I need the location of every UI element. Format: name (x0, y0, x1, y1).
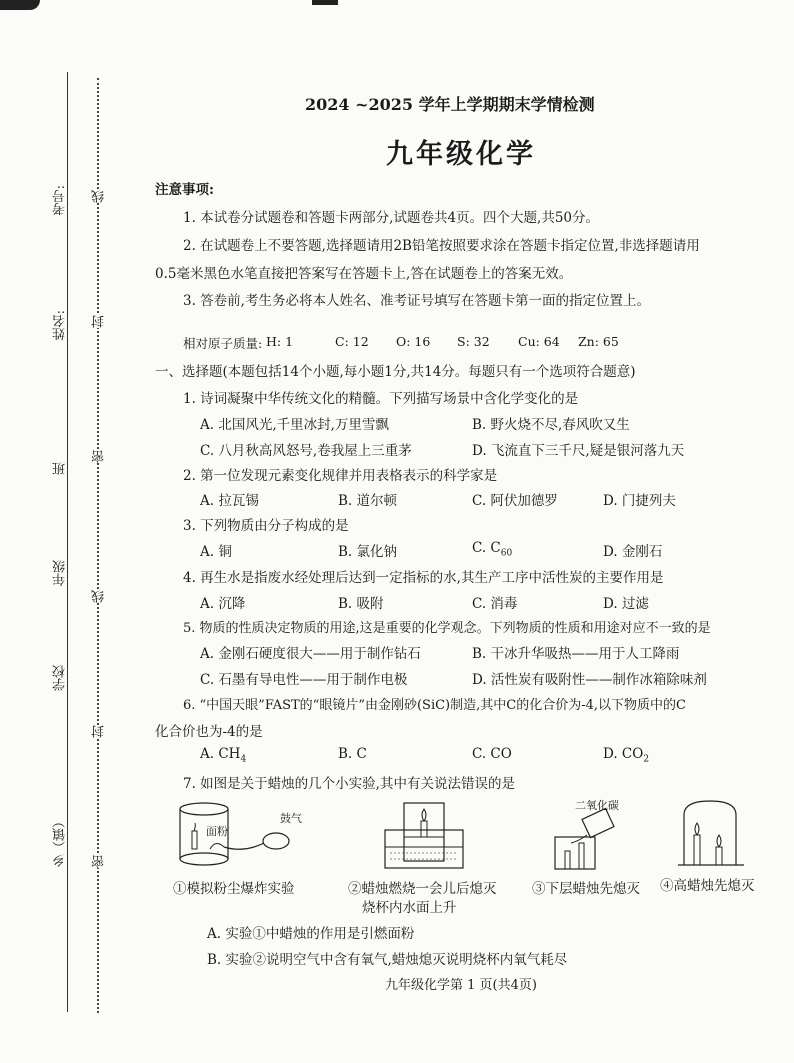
scan-artifact (0, 0, 40, 10)
option-a[interactable]: A. 拉瓦锡 (200, 493, 259, 509)
question-stem: 1. 诗词凝聚中华传统文化的精髓。下列描写场景中含化学变化的是 (183, 391, 579, 407)
option-b[interactable]: B. 吸附 (338, 596, 384, 612)
notice-item: 3. 答卷前,考生务必将本人姓名、准考证号填写在答题卡第一面的指定位置上。 (183, 293, 650, 309)
seal-mark: 线 (92, 590, 107, 603)
question-stem: 7. 如图是关于蜡烛的几个小实验,其中有关说法错误的是 (183, 776, 515, 792)
subject-title: 九年级化学 (386, 139, 536, 170)
option-c[interactable]: C. 八月秋高风怒号,卷我屋上三重茅 (200, 443, 412, 459)
subscript: 60 (500, 548, 513, 559)
scan-artifact (312, 0, 338, 5)
option-b[interactable]: B. 实验②说明空气中含有氧气,蜡烛熄灭说明烧杯内氧气耗尽 (207, 952, 568, 968)
atomic-mass-value: O: 16 (396, 334, 431, 349)
option-c[interactable] (472, 540, 512, 559)
option-b[interactable]: B. C (338, 746, 367, 762)
figure-candle-beaker (380, 795, 470, 875)
subscript: 2 (643, 754, 650, 765)
option-b[interactable]: B. 野火烧不尽,春风吹又生 (472, 417, 630, 433)
xingming-label: 姓名: (53, 310, 68, 341)
notice-item: 1. 本试卷分试题卷和答题卡两部分,试题卷共4页。四个大题,共50分。 (183, 210, 600, 226)
option-d[interactable]: D. 金刚石 (603, 544, 663, 560)
atomic-mass-value: C: 12 (335, 334, 369, 349)
figure-tall-short-candles (672, 795, 752, 875)
figure-caption: ④高蜡烛先熄灭 (660, 878, 755, 894)
question-stem: 3. 下列物质由分子构成的是 (183, 518, 349, 534)
question-stem: 5. 物质的性质决定物质的用途,这是重要的化学观念。下列物质的性质和用途对应不一致的是 (183, 621, 711, 636)
xiang-label: 乡（镇） (53, 815, 68, 867)
option-d[interactable]: D. 过滤 (603, 596, 649, 612)
atomic-mass-value: H: 1 (266, 334, 294, 349)
option-d[interactable] (603, 746, 649, 765)
seal-mark: 线 (92, 190, 107, 203)
notice-item: 0.5毫米黑色水笔直接把答案写在答题卡上,答在试题卷上的答案无效。 (155, 266, 573, 282)
seal-mark: 封 (92, 725, 107, 738)
subscript: 4 (240, 754, 247, 765)
exam-title: 2024 ~2025 学年上学期期末学情检测 (305, 95, 595, 114)
figure-caption: ②蜡烛燃烧一会儿后熄灭 (348, 881, 497, 897)
figure-label: 鼓气 (280, 812, 302, 825)
option-c-text: C. C (472, 540, 501, 556)
kaohao-label: 考号: (53, 185, 68, 216)
question-stem: 4. 再生水是指废水经处理后达到一定指标的水,其生产工序中活性炭的主要作用是 (183, 570, 664, 586)
option-d-text: D. CO (603, 746, 644, 762)
option-c[interactable]: C. 石墨有导电性——用于制作电极 (200, 672, 408, 688)
seal-mark: 密 (92, 855, 107, 868)
option-c[interactable]: C. 阿伏加德罗 (472, 493, 558, 509)
seal-dotted-line (97, 78, 99, 1013)
xuexiao-label: 学校 (53, 665, 68, 691)
option-c[interactable]: C. CO (472, 746, 512, 762)
option-b[interactable]: B. 干冰升华吸热——用于人工降雨 (472, 646, 680, 662)
question-stem: 6. “中国天眼”FAST的“眼镜片”由金刚砂(SiC)制造,其中C的化合价为-4,以下物质中的C (183, 698, 686, 713)
option-d[interactable]: D. 门捷列夫 (603, 493, 676, 509)
notice-heading: 注意事项: (155, 182, 214, 198)
seal-mark: 封 (92, 315, 107, 328)
page-footer: 九年级化学第 1 页(共4页) (385, 978, 537, 993)
question-stem-cont: 化合价也为-4的是 (155, 724, 263, 740)
seal-mark: 密 (92, 450, 107, 463)
notice-item: 2. 在试题卷上不要答题,选择题请用2B铅笔按照要求涂在答题卡指定位置,非选择题请用 (183, 238, 700, 254)
option-b[interactable]: B. 氯化钠 (338, 544, 398, 560)
option-a[interactable]: A. 沉降 (200, 596, 246, 612)
atomic-mass-value: Zn: 65 (578, 334, 619, 349)
figure-label: 二氧化碳 (575, 799, 619, 812)
option-a[interactable]: A. 金刚石硬度很大——用于制作钻石 (200, 646, 421, 662)
option-a-text: A. CH (200, 746, 241, 762)
atomic-mass-value: Cu: 64 (518, 334, 560, 349)
figure-caption: ①模拟粉尘爆炸实验 (173, 881, 295, 897)
figure-label: 面粉 (206, 825, 228, 838)
ban-label: 班 (53, 462, 68, 475)
option-a[interactable]: A. 北国风光,千里冰封,万里雪飘 (200, 417, 389, 433)
atomic-mass-label: 相对原子质量: (183, 336, 263, 351)
section-title: 一、选择题(本题包括14个小题,每小题1分,共14分。每题只有一个选项符合题意) (155, 364, 636, 380)
question-stem: 2. 第一位发现元素变化规律并用表格表示的科学家是 (183, 468, 498, 484)
figure-caption: 烧杯内水面上升 (362, 900, 457, 916)
figure-caption: ③下层蜡烛先熄灭 (532, 881, 640, 897)
option-c[interactable]: C. 消毒 (472, 596, 518, 612)
option-a[interactable] (200, 746, 246, 765)
option-b[interactable]: B. 道尔顿 (338, 493, 398, 509)
nianji-label: 年级 (53, 560, 68, 586)
figure-dust-explosion (172, 795, 322, 875)
option-a[interactable]: A. 铜 (200, 544, 232, 560)
option-a[interactable]: A. 实验①中蜡烛的作用是引燃面粉 (207, 926, 415, 942)
option-d[interactable]: D. 活性炭有吸附性——制作冰箱除味剂 (472, 672, 707, 688)
option-d[interactable]: D. 飞流直下三千尺,疑是银河落九天 (472, 443, 685, 459)
atomic-mass-value: S: 32 (457, 334, 490, 349)
